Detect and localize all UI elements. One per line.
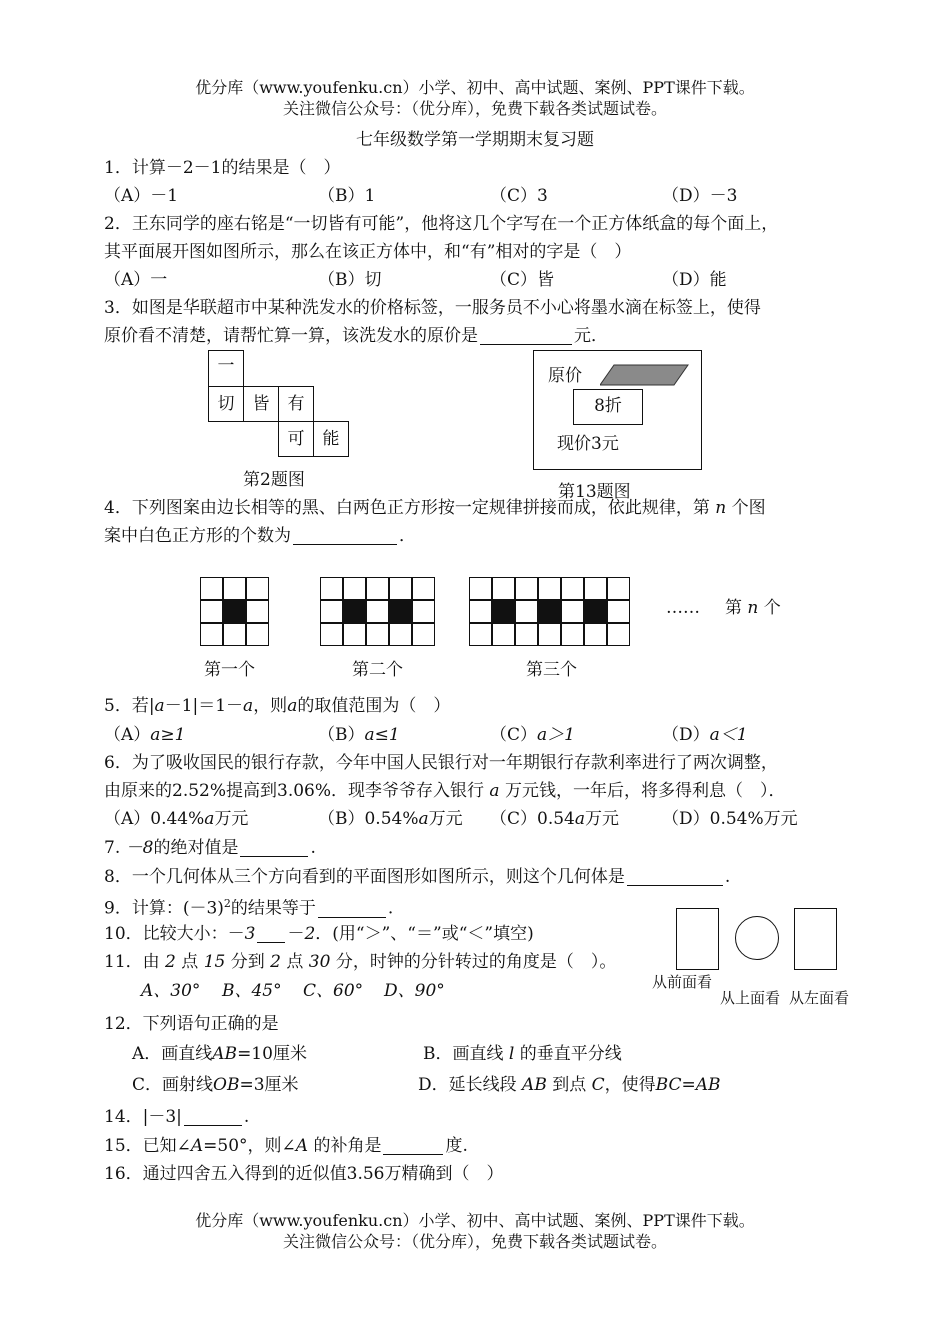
q11-option-a: A、30°	[141, 981, 201, 1001]
q2-option-d: （D）能	[662, 270, 727, 290]
footer-line-1: 优分库（www.youfenku.cn）小学、初中、高中试题、案例、PPT课件下载。	[195, 1211, 755, 1230]
q12-option-b: B．画直线 l 的垂直平分线	[423, 1044, 622, 1064]
black-square	[389, 600, 412, 623]
white-square	[469, 577, 492, 600]
footer-line-2: 关注微信公众号：（优分库），免费下载各类试题试卷。	[282, 1232, 667, 1251]
white-square	[561, 600, 584, 623]
net-cell-you: 有	[278, 386, 314, 422]
white-square	[343, 623, 366, 646]
q11-option-b: B、45°	[222, 981, 282, 1001]
fig2-caption: 第2题图	[243, 470, 305, 490]
white-square	[320, 577, 343, 600]
white-square	[561, 577, 584, 600]
white-square	[492, 577, 515, 600]
white-square	[515, 623, 538, 646]
black-square	[223, 600, 246, 623]
q14-stem: 14．|－3| .	[104, 1107, 250, 1127]
q1-option-d: （D）－3	[662, 186, 738, 206]
white-square	[366, 577, 389, 600]
header-line-2: 关注微信公众号：（优分库），免费下载各类试题试卷。	[282, 99, 667, 118]
q4-line-2: 案中白色正方形的个数为 ．	[104, 526, 416, 546]
q9-answer-blank[interactable]	[318, 917, 386, 918]
q12-option-d: D．延长线段 AB 到点 C，使得BC=AB	[418, 1075, 721, 1095]
white-square	[389, 577, 412, 600]
white-square	[223, 623, 246, 646]
q2-option-b: （B）切	[318, 270, 382, 290]
white-square	[320, 623, 343, 646]
q1-option-a: （A）－1	[104, 186, 179, 206]
white-square	[538, 623, 561, 646]
q1-stem: 1．计算－2－1的结果是（ ）	[104, 158, 341, 178]
q5-option-b: （B）a≤1	[318, 725, 400, 745]
white-square	[223, 577, 246, 600]
q2-line-2: 其平面展开图如图所示，那么在该正方体中，和“有”相对的字是（ ）	[104, 242, 632, 262]
q6-line-1: 6．为了吸收国民的银行存款，今年中国人民银行对一年期银行存款利率进行了两次调整，	[104, 753, 778, 773]
white-square	[412, 577, 435, 600]
white-square	[246, 577, 269, 600]
top-view-label: 从上面看	[720, 989, 781, 1007]
q12-option-c: C．画射线OB=3厘米	[132, 1075, 299, 1095]
q2-line-1: 2．王东同学的座右铭是“一切皆有可能”，他将这几个字写在一个正方体纸盒的每个面上，	[104, 214, 779, 234]
left-view-rectangle	[794, 908, 837, 970]
white-square	[343, 577, 366, 600]
q9-stem: 9．计算：$(-3)^2$的结果等于 .	[104, 897, 394, 919]
q12-option-a: A．画直线AB=10厘米	[132, 1044, 307, 1064]
q16-stem: 16．通过四舍五入得到的近似值3.56万精确到（ ）	[104, 1164, 504, 1184]
q2-option-c: （C）皆	[490, 270, 555, 290]
q6-option-a: （A）0.44%a万元	[104, 809, 249, 829]
white-square	[607, 623, 630, 646]
net-cell-qie: 切	[208, 386, 244, 422]
q10-stem: 10．比较大小：－3 －2．(用“＞”、“＝”或“＜”填空)	[104, 924, 534, 944]
black-square	[343, 600, 366, 623]
page-title: 七年级数学第一学期期末复习题	[356, 130, 594, 150]
white-square	[320, 600, 343, 623]
q3-answer-blank[interactable]	[480, 344, 572, 345]
q5-option-c: （C）a＞1	[490, 725, 575, 745]
q2-option-a: （A）一	[104, 270, 168, 290]
net-cell-yi: 一	[208, 350, 244, 387]
white-square	[412, 600, 435, 623]
net-cell-ke: 可	[278, 421, 314, 457]
q10-answer-blank[interactable]	[257, 942, 285, 943]
white-square	[412, 623, 435, 646]
q1-option-c: （C）3	[490, 186, 548, 206]
white-square	[246, 623, 269, 646]
q14-answer-blank[interactable]	[184, 1125, 242, 1126]
q6-option-d: （D）0.54%万元	[662, 809, 798, 829]
q1-option-b: （B）1	[318, 186, 376, 206]
black-square	[492, 600, 515, 623]
current-price-label: 现价3元	[557, 434, 619, 454]
net-cell-jie: 皆	[243, 386, 279, 422]
price-tag-figure	[533, 350, 702, 470]
q3-line-2: 原价看不清楚，请帮忙算一算，该洗发水的原价是 元．	[104, 326, 608, 346]
pattern-label-second: 第二个	[352, 660, 403, 680]
black-square	[538, 600, 561, 623]
q5-stem: 5．若|a－1|＝1－a，则a的取值范围为（ ）	[104, 696, 451, 716]
net-cell-neng: 能	[313, 421, 349, 457]
q8-stem: 8．一个几何体从三个方向看到的平面图形如图所示，则这个几何体是 .	[104, 867, 731, 887]
pattern-label-first: 第一个	[204, 660, 255, 680]
white-square	[200, 600, 223, 623]
white-square	[607, 600, 630, 623]
header-line-1: 优分库（www.youfenku.cn）小学、初中、高中试题、案例、PPT课件下载。	[195, 78, 755, 97]
q11-stem: 11．由 2 点 15 分到 2 点 30 分，时钟的分针转过的角度是（ ）。	[104, 952, 617, 972]
white-square	[366, 623, 389, 646]
white-square	[389, 623, 412, 646]
q8-answer-blank[interactable]	[627, 885, 723, 886]
q6-line-2: 由原来的2.52%提高到3.06%．现李爷爷存入银行 a 万元钱，一年后，将多得利息（ ）．	[104, 781, 786, 801]
q11-option-d: D、90°	[384, 981, 445, 1001]
left-view-label: 从左面看	[789, 989, 850, 1007]
white-square	[469, 600, 492, 623]
top-view-circle	[735, 916, 779, 960]
white-square	[469, 623, 492, 646]
white-square	[561, 623, 584, 646]
q4-answer-blank[interactable]	[293, 544, 397, 545]
q4-line-1: 4．下列图案由边长相等的黑、白两色正方形按一定规律拼接而成，依此规律，第 n 个图	[104, 498, 766, 518]
white-square	[200, 577, 223, 600]
white-square	[246, 600, 269, 623]
pattern-nth-label: 第 n 个	[725, 598, 781, 618]
black-square	[584, 600, 607, 623]
q7-answer-blank[interactable]	[240, 856, 308, 857]
white-square	[515, 600, 538, 623]
q6-option-c: （C）0.54a万元	[490, 809, 619, 829]
pattern-ellipsis: ……	[666, 598, 700, 618]
q6-option-b: （B）0.54%a万元	[318, 809, 463, 829]
q11-option-c: C、60°	[303, 981, 364, 1001]
pattern-label-third: 第三个	[526, 660, 577, 680]
original-price-label: 原价	[548, 366, 582, 386]
white-square	[607, 577, 630, 600]
white-square	[538, 577, 561, 600]
white-square	[584, 577, 607, 600]
white-square	[515, 577, 538, 600]
white-square	[366, 600, 389, 623]
q12-stem: 12．下列语句正确的是	[104, 1014, 279, 1034]
q15-stem: 15．已知∠A=50°，则∠A 的补角是 度.	[104, 1136, 468, 1156]
q5-option-d: （D）a＜1	[662, 725, 748, 745]
q3-line-1: 3．如图是华联超市中某种洗发水的价格标签，一服务员不小心将墨水滴在标签上，使得	[104, 298, 761, 318]
discount-box: 8折	[573, 389, 643, 425]
q7-stem: 7. －8的绝对值是 .	[104, 838, 316, 858]
q15-answer-blank[interactable]	[383, 1154, 443, 1155]
white-square	[200, 623, 223, 646]
white-square	[492, 623, 515, 646]
front-view-rectangle	[676, 908, 719, 970]
q5-option-a: （A）a≥1	[104, 725, 186, 745]
front-view-label: 从前面看	[652, 973, 713, 991]
white-square	[584, 623, 607, 646]
fig13-caption: 第13题图	[558, 482, 631, 502]
ink-blot-parallelogram	[600, 363, 690, 387]
